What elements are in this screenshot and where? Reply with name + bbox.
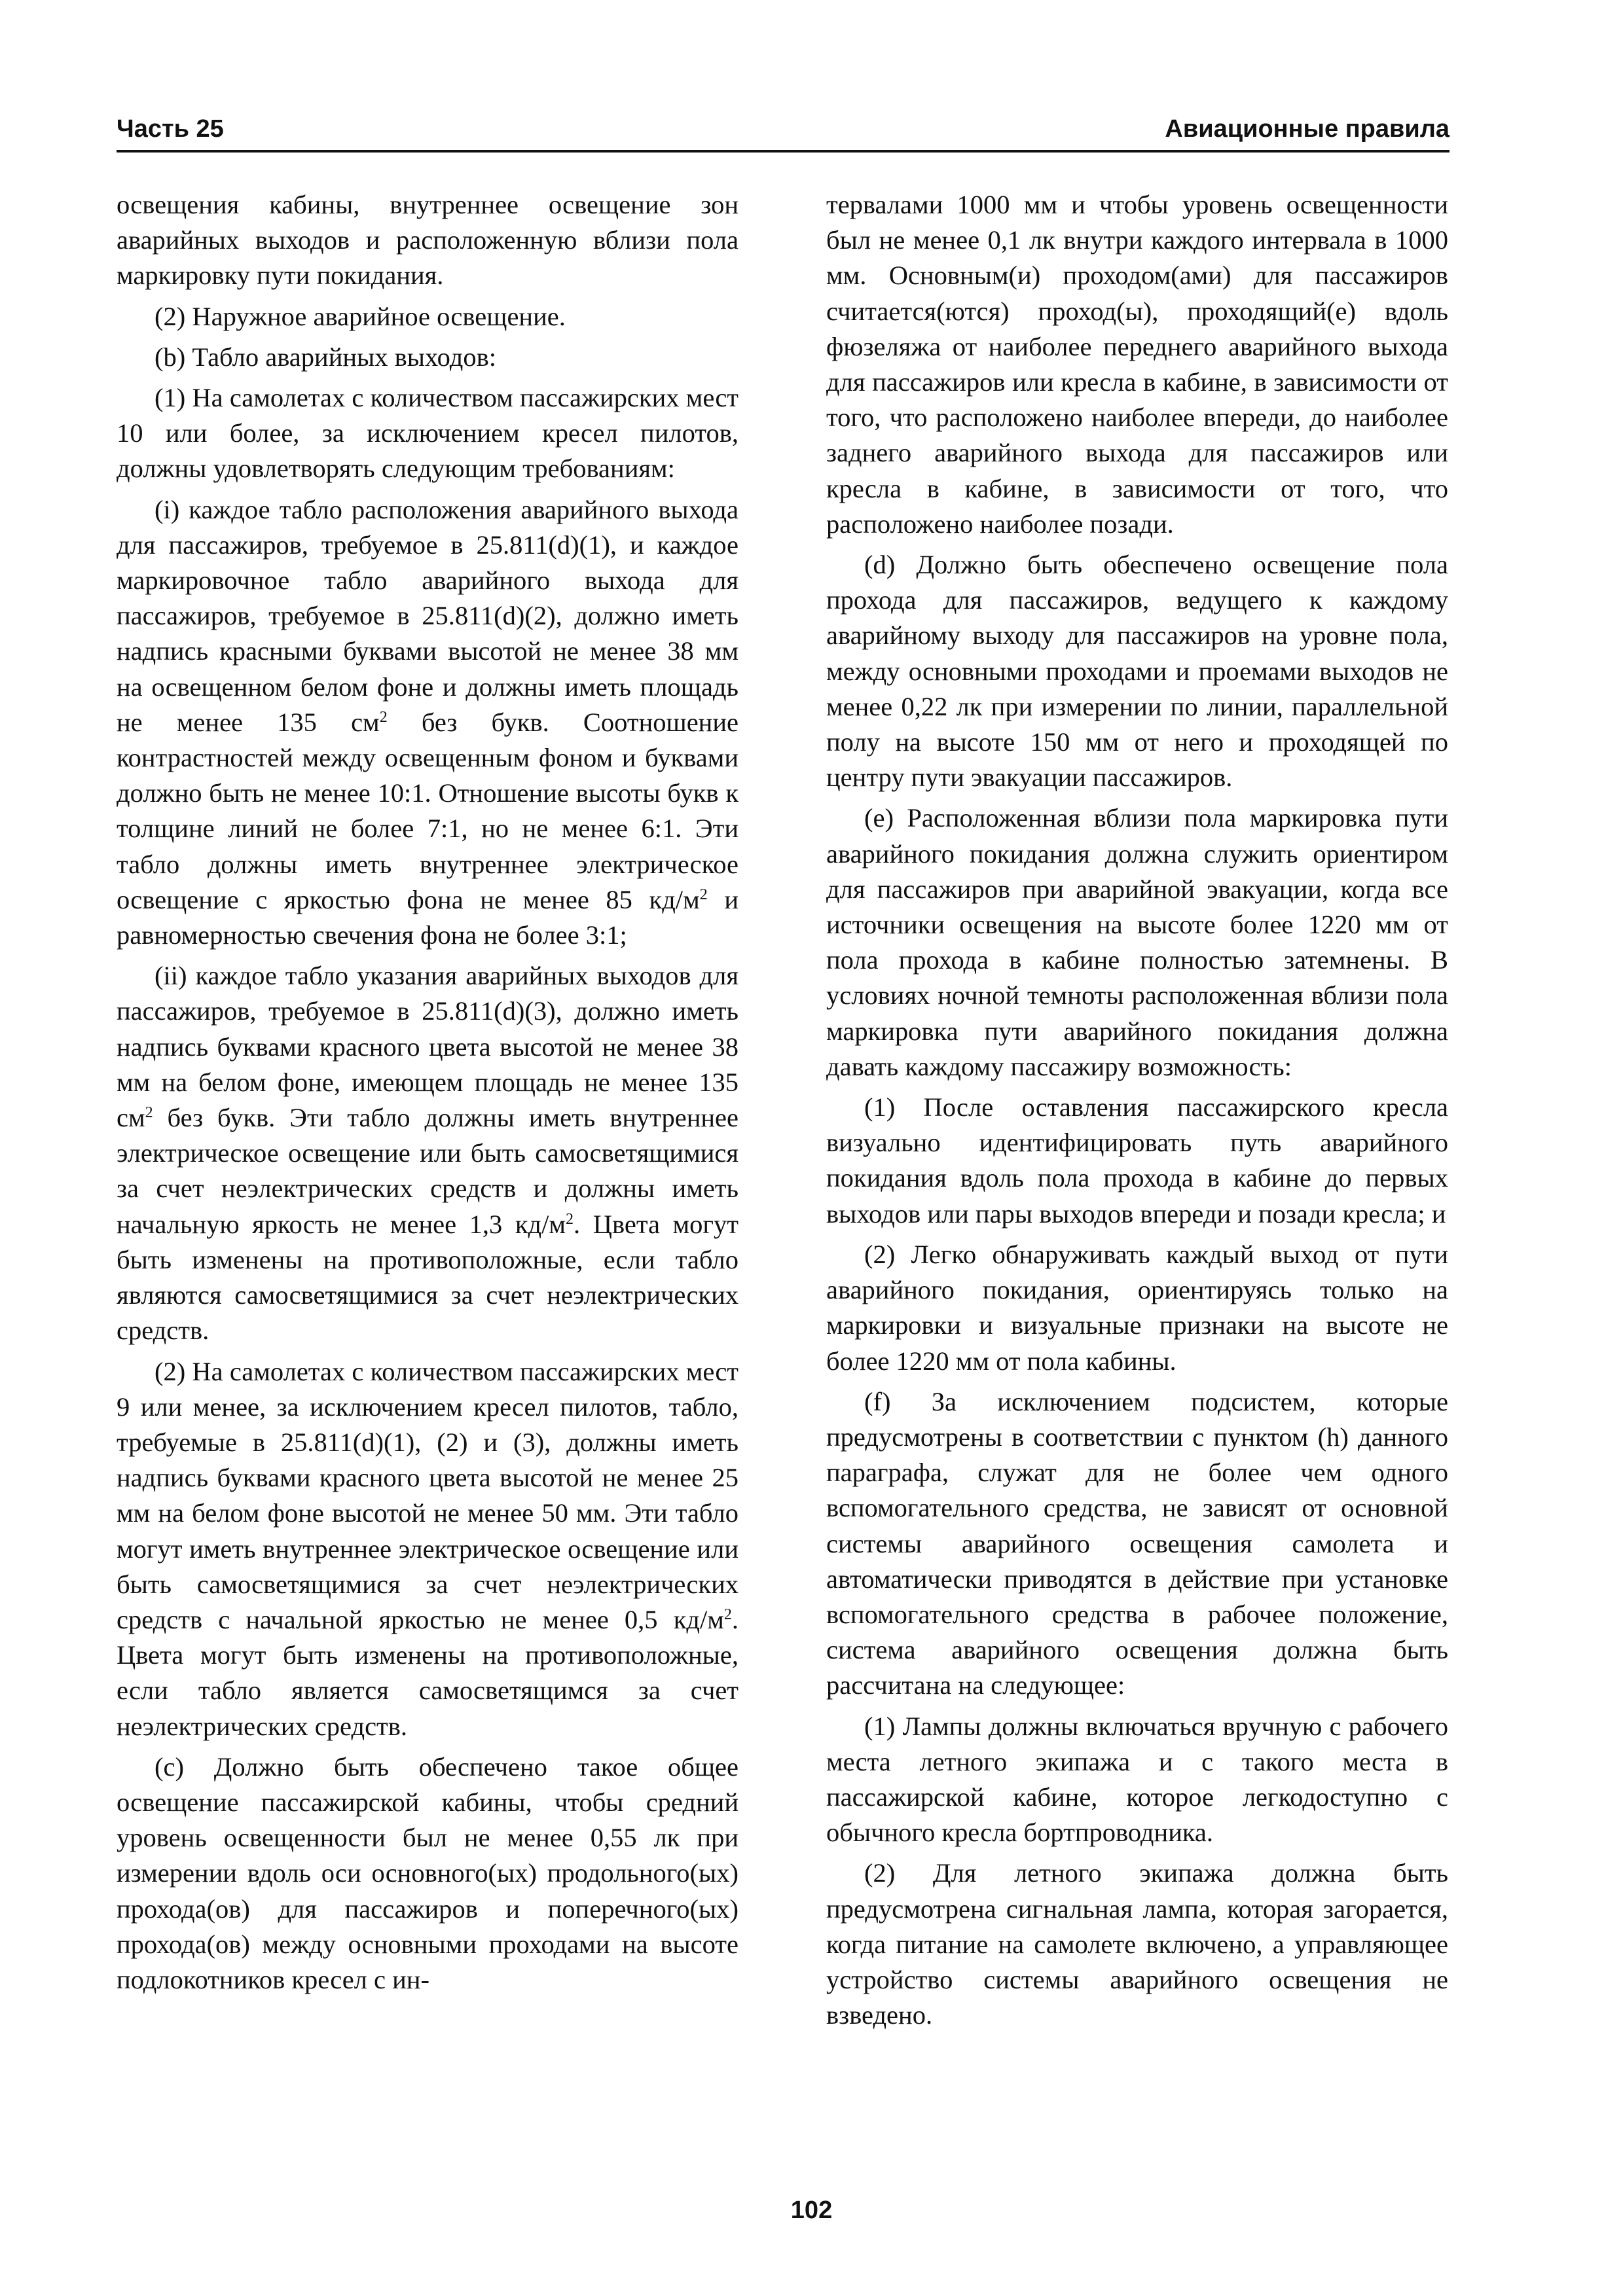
paragraph: (f) За исключением подсистем, которые предусмотрены в соответствии с пунктом (h) данного параграфа, служат для не более чем одного вспомогательного средства, не зависят от основной системы аварийного освещения самолета и автоматически приводятся в действие при установке вспомогательного средства в рабочее положение, система аварийного освещения должна быть рассчитана на следующее: <box>826 1386 1448 1700</box>
text-run: . Цвета могут быть изменены на противоположные, если табло являются самосветящимися за счет неэлектрических средств. <box>117 1209 739 1346</box>
text-run: (ii) каждое табло указания аварийных выходов для пассажиров, требуемое в 25.811(d)(3), должно иметь надпись буквами красного цвета высотой не менее 38 мм на белом фоне, имеющем площадь не менее 135 см <box>117 961 739 1133</box>
paragraph: (1) После оставления пассажирского кресла визуально идентифицировать путь аварийного покидания вдоль пола прохода в кабине до первых выходов или пары выходов впереди и позади кресла; и <box>826 1092 1448 1229</box>
superscript: 2 <box>723 1605 732 1623</box>
paragraph <box>117 1354 739 1744</box>
paragraph: (1) Лампы должны включаться вручную с рабочего места летного экипажа и с такого места в пассажирской кабине, которое легкодоступно с обычного кресла бортпроводника. <box>826 1711 1448 1848</box>
superscript: 2 <box>145 1104 153 1122</box>
text-run: и равномерностью свечения фона не более 3:1; <box>117 884 739 950</box>
text-run: без букв. Соотношение контрастностей между освещенным фоном и буквами должно быть не менее 10:1. Отношение высоты букв к толщине линий не более 7:1, но не менее 6:1. Эти табло должны иметь внутреннее электрическое освещение с яркостью фона не менее 85 кд/м <box>117 707 739 914</box>
paragraph: (e) Расположенная вблизи пола маркировка пути аварийного покидания должна служить ориентиром для пассажиров при аварийной эвакуации, когда все источники освещения на высоте более 1220 мм от пола прохода в кабине полностью затемнены. В условиях ночной темноты расположенная вблизи пола маркировка пути аварийного покидания должна давать каждому пассажиру возможность: <box>826 803 1448 1081</box>
text-run: (2) На самолетах с количеством пассажирских мест 9 или менее, за исключением кресел пилотов, табло, требуемые в 25.811(d)(1), (2) и (3), должны иметь надпись буквами красного цвета высотой не менее 25 мм на белом фоне высотой не менее 50 мм. Эти табло могут иметь внутреннее электрическое освещение или быть самосветящимися за счет неэлектрических средств с начальной яркостью не менее 0,5 кд/м <box>117 1356 739 1634</box>
paragraph <box>117 958 739 1348</box>
paragraph: (c) Должно быть обеспечено такое общее освещение пассажирской кабины, чтобы средний уровень освещенности был не менее 0,55 лк при измерении вдоль оси основного(ых) продольного(ых) прохода(ов) для пассажиров и поперечного(ых) прохода(ов) между основными проходами на высоте подлокотников кресел с ин- <box>117 1751 739 1994</box>
header-divider <box>117 150 1450 152</box>
header-part-label: Часть 25 <box>117 115 224 143</box>
paragraph: (2) Для летного экипажа должна быть предусмотрена сигнальная лампа, которая загорается, когда питание на самолете включено, а управляющее устройство системы аварийного освещения не взведено. <box>826 1858 1448 2030</box>
paragraph: тервалами 1000 мм и чтобы уровень освещенности был не менее 0,1 лк внутри каждого интервала в 1000 мм. Основным(и) проходом(ами) для пассажиров считается(ются) проход(ы), проходящий(е) вдоль фюзеляжа от наиболее переднего аварийного выхода для пассажиров или кресла в кабине, в зависимости от того, что расположено наиболее впереди, до наиболее заднего аварийного выхода для пассажиров или кресла в кабине, в зависимости от того, что расположено наиболее позади. <box>826 190 1448 539</box>
paragraph: (1) На самолетах с количеством пассажирских мест 10 или более, за исключением кресел пилотов, должны удовлетворять следующим требованиям: <box>117 383 739 484</box>
page-header <box>117 110 1450 148</box>
paragraph: (b) Табло аварийных выходов: <box>155 342 496 372</box>
header-title: Авиационные правила <box>1165 115 1450 143</box>
text-run: (i) каждое табло расположения аварийного выхода для пассажиров, требуемое в 25.811(d)(1), и каждое маркировочное табло аварийного выхода для пассажиров, требуемое в 25.811(d)(2), должно иметь надпись красными буквами высотой не менее 38 мм на освещенном белом фоне и должны иметь площадь не менее 135 см <box>117 494 739 737</box>
left-column <box>117 187 739 2003</box>
text-run: . Цвета могут быть изменены на противоположные, если табло является самосветящимся за счет неэлектрических средств. <box>117 1604 739 1741</box>
paragraph: освещения кабины, внутреннее освещение зон аварийных выходов и расположенную вблизи пола маркировку пути покидания. <box>117 190 739 291</box>
superscript: 2 <box>379 708 388 726</box>
text-run: без букв. Эти табло должны иметь внутреннее электрическое освещение или быть самосветящимися за счет неэлектрических средств и должны иметь начальную яркость не менее 1,3 кд/м <box>117 1103 739 1239</box>
page-number: 102 <box>790 2197 833 2224</box>
paragraph: (d) Должно быть обеспечено освещение пола прохода для пассажиров, ведущего к каждому аварийному выходу для пассажиров на уровне пола, между основными проходами и проемами выходов не менее 0,22 лк при измерении по линии, параллельной полу на высоте 150 мм от него и проходящей по центру пути эвакуации пассажиров. <box>826 550 1448 793</box>
paragraph: (2) Наружное аварийное освещение. <box>155 301 566 331</box>
superscript: 2 <box>699 886 708 903</box>
paragraph <box>117 492 739 954</box>
superscript: 2 <box>566 1210 574 1228</box>
right-column <box>826 187 1448 2038</box>
paragraph: (2) Легко обнаруживать каждый выход от пути аварийного покидания, ориентируясь только на маркировки и визуальные признаки на высоте не более 1220 мм от пола кабины. <box>826 1239 1448 1376</box>
